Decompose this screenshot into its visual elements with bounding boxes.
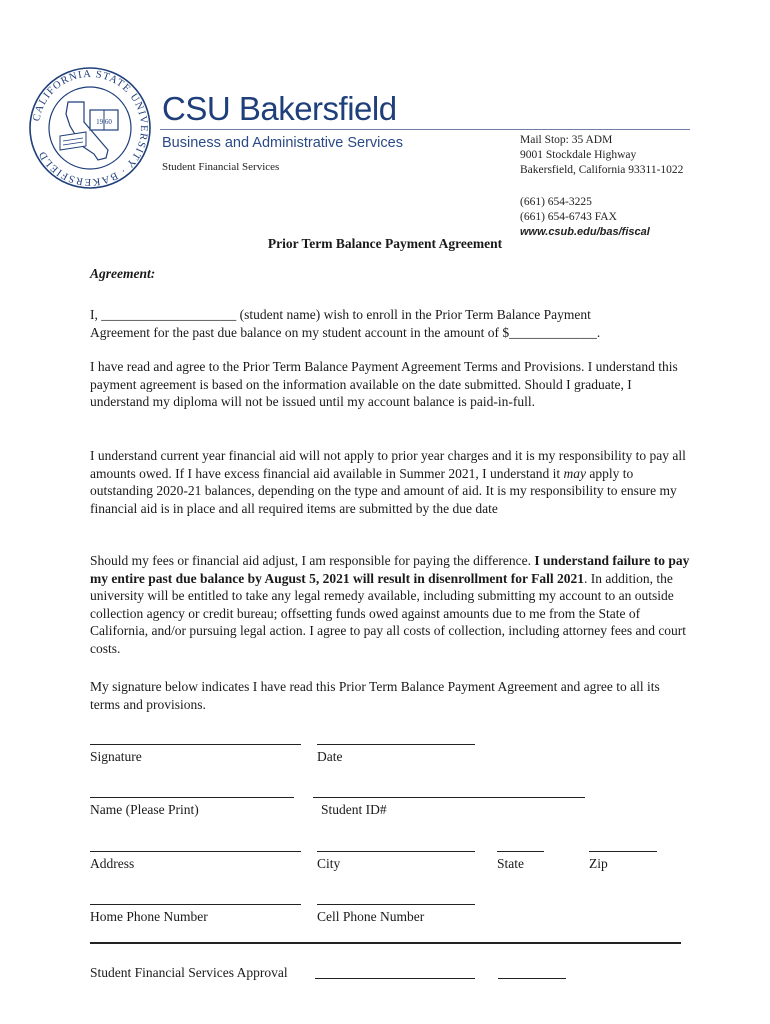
signature-line[interactable]: [90, 744, 301, 745]
disenrollment-text-a: Should my fees or financial aid adjust, I am responsible for paying the difference.: [90, 553, 535, 568]
name-label: Name (Please Print): [90, 802, 199, 817]
paragraph-financial-aid: [90, 447, 690, 517]
financial-aid-text-a: I understand current year financial aid will not apply to prior year charges and it is my responsibility to pay all amounts owed. If I have excess financial aid available in Summer 2021, I understand it: [90, 448, 686, 481]
city-label: City: [317, 856, 341, 871]
address-line[interactable]: [90, 851, 301, 852]
date-label: Date: [317, 749, 343, 764]
home-phone-label: Home Phone Number: [90, 909, 208, 924]
approval-date-line[interactable]: [498, 978, 566, 979]
home-phone-line[interactable]: [90, 904, 301, 905]
address-line-1: Mail Stop: 35 ADM: [520, 134, 613, 146]
paragraph-terms: I have read and agree to the Prior Term Balance Payment Agreement Terms and Provisions. I understand this payment agreement is based on the information available on the date submitted. Should I graduate, I understand my diploma will not be issued until my account balance is paid-in-full.: [90, 359, 678, 409]
address-line-2: 9001 Stockdale Highway: [520, 149, 637, 162]
enrollment-line-2: Agreement for the past due balance on my student account in the amount of $_____________.: [90, 324, 601, 340]
seal-ring-text: CALIFORNIA STATE UNIVERSITY · BAKERSFIELD: [31, 68, 150, 188]
student-id-line[interactable]: [313, 797, 585, 798]
zip-label: Zip: [589, 856, 608, 871]
website-link[interactable]: www.csub.edu/bas/fiscal: [520, 226, 650, 239]
subdepartment-name: Student Financial Services: [162, 161, 280, 173]
disenrollment-text-b: . In addition, the university will be entitled to take any legal remedy available, including submitting my account to an outside collection agency or credit bureau; offsetting funds owed against amounts due to me from the State of California, and/or pursuing legal action. I agree to pay all costs of collection, including attorney fees and court costs.: [90, 570, 687, 656]
csub-seal-logo: [28, 66, 152, 190]
date-line[interactable]: [317, 744, 475, 745]
address-line-3: Bakersfield, California 93311-1022: [520, 164, 684, 177]
seal-year: 19 60: [96, 118, 112, 126]
section-divider: [90, 942, 681, 944]
state-line[interactable]: [497, 851, 544, 852]
zip-line[interactable]: [589, 851, 657, 852]
department-name: Business and Administrative Services: [162, 135, 403, 151]
cell-phone-line[interactable]: [317, 904, 475, 905]
paragraph-enrollment: [90, 306, 690, 341]
enrollment-line-1: I, ____________________ (student name) wish to enroll in the Prior Term Balance Payment: [90, 307, 591, 322]
brand-name: CSU Bakersfield: [162, 90, 397, 127]
fax-number: (661) 654-6743 FAX: [520, 210, 617, 223]
financial-aid-text-b: apply to outstanding 2020-21 balances, depending on the type and amount of aid. It is my responsibility to ensure my financial aid is in place and all required items are submitted by the due date: [90, 465, 677, 516]
paragraph-signature-notice: My signature below indicates I have read this Prior Term Balance Payment Agreement and agree to all its terms and provisions.: [90, 679, 660, 712]
cell-phone-label: Cell Phone Number: [317, 909, 425, 924]
paragraph-disenrollment: [90, 552, 690, 657]
signature-label: Signature: [90, 749, 142, 764]
approval-signature-line[interactable]: [315, 978, 475, 979]
mailing-address: [520, 133, 683, 240]
disenrollment-warning: I understand failure to pay my entire past due balance by August 5, 2021 will result in disenrollment for Fall 2021: [90, 553, 690, 586]
approval-label: Student Financial Services Approval: [90, 965, 288, 980]
agreement-heading: Agreement:: [90, 266, 156, 281]
state-label: State: [497, 856, 524, 871]
student-id-label: Student ID#: [321, 802, 387, 817]
address-label: Address: [90, 856, 135, 871]
phone-number: (661) 654-3225: [520, 195, 592, 208]
city-line[interactable]: [317, 851, 475, 852]
name-line[interactable]: [90, 797, 294, 798]
header-divider: [160, 129, 690, 130]
financial-aid-emphasis: may: [563, 465, 586, 481]
document-title: Prior Term Balance Payment Agreement: [267, 236, 503, 251]
